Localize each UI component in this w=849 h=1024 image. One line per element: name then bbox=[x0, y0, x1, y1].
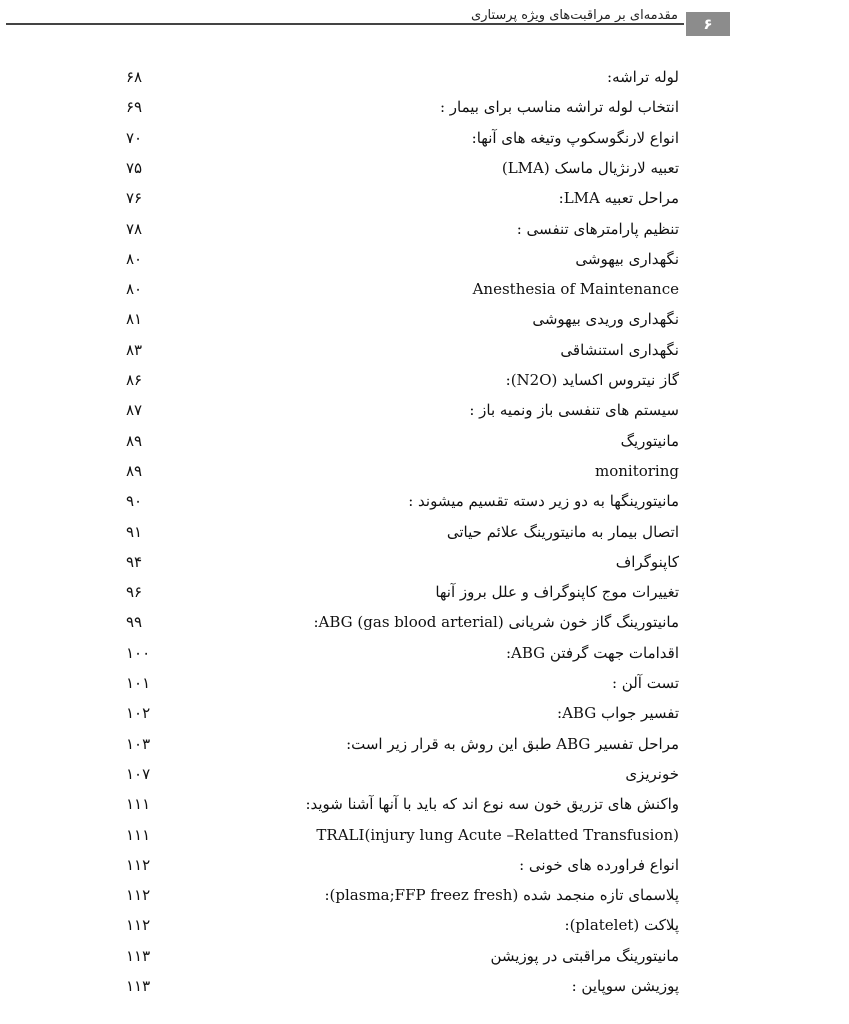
toc-entry-page: ۸۹ bbox=[126, 431, 143, 450]
toc-entry-title: تنظیم پارامترهای تنفسی : bbox=[516, 219, 679, 238]
toc-entry-page: ۱۰۰ bbox=[126, 643, 151, 662]
page-number-badge: ۶ bbox=[686, 12, 730, 36]
toc-entry-title: اقدامات جهت گرفتن ABG: bbox=[505, 643, 679, 662]
toc-entry-title: (injury lung Acute –Relatted Transfusion)TRALI bbox=[316, 825, 679, 844]
toc-entry-page: ۸۰ bbox=[126, 280, 143, 299]
toc-entry-page: ۹۹ bbox=[126, 613, 143, 632]
toc-entry-page: ۱۰۳ bbox=[126, 734, 151, 753]
toc-row bbox=[0, 183, 849, 213]
toc-row bbox=[0, 941, 849, 971]
toc-entry-title: لوله تراشه: bbox=[607, 68, 679, 86]
toc-entry-title: خونریزی bbox=[625, 764, 679, 783]
toc-row bbox=[0, 92, 849, 122]
toc-row bbox=[0, 335, 849, 365]
toc-row bbox=[0, 244, 849, 274]
toc-entry-page: ۱۰۲ bbox=[126, 704, 151, 723]
toc-entry-title: واکنش های تزریق خون سه نوع اند که باید با آنها آشنا شوید: bbox=[305, 795, 679, 814]
toc-entry-page: ۸۱ bbox=[126, 310, 143, 329]
header-rule bbox=[6, 23, 684, 25]
toc-row bbox=[0, 365, 849, 395]
toc-row bbox=[0, 547, 849, 577]
toc-entry-page: ۱۱۲ bbox=[126, 886, 151, 905]
toc-row bbox=[0, 577, 849, 607]
toc-entry-title: کاپنوگراف bbox=[615, 552, 679, 571]
toc-row bbox=[0, 123, 849, 153]
toc-entry-title: نگهداری بیهوشی bbox=[575, 249, 679, 268]
toc-entry-page: ۶۹ bbox=[126, 98, 143, 117]
toc-entry-title: تغییرات موج کاپنوگراف و علل بروز آنها bbox=[435, 583, 679, 602]
toc-entry-title: پلاکت (platelet): bbox=[564, 916, 679, 935]
toc-row bbox=[0, 153, 849, 183]
toc-entry-page: ۸۳ bbox=[126, 340, 143, 359]
toc-entry-page: ۱۱۱ bbox=[126, 795, 151, 814]
toc-row bbox=[0, 456, 849, 486]
toc-entry-page: ۱۰۷ bbox=[126, 764, 151, 783]
toc-entry-page: ۹۰ bbox=[126, 492, 143, 511]
toc-entry-page: ۹۴ bbox=[126, 552, 143, 571]
toc-row bbox=[0, 517, 849, 547]
toc-entry-title: سیستم های تنفسی باز ونمیه باز : bbox=[469, 401, 679, 420]
toc-entry-title: انواع لارنگوسکوپ وتیغه های آنها: bbox=[471, 128, 679, 147]
toc-entry-title: نگهداری استنشاقی bbox=[560, 340, 679, 359]
toc-entry-page: ۱۰۱ bbox=[126, 674, 151, 692]
running-header-title: مقدمه‌ای بر مراقبت‌های ویژه پرستاری bbox=[471, 8, 678, 23]
toc-entry-title: مانیتورینگها به دو زیر دسته تقسیم میشوند : bbox=[408, 492, 679, 511]
toc-entry-title: نگهداری وریدی بیهوشی bbox=[532, 310, 679, 329]
toc-row bbox=[0, 971, 849, 1001]
toc-entry-title: مانیتورینگ مراقبتی در پوزیشن bbox=[490, 946, 679, 965]
toc-entry-page: ۷۵ bbox=[126, 158, 143, 177]
toc-entry-title: Anesthesia of Maintenance bbox=[472, 280, 679, 299]
toc-row bbox=[0, 395, 849, 425]
toc-row bbox=[0, 304, 849, 334]
toc-row bbox=[0, 486, 849, 516]
toc-row bbox=[0, 274, 849, 304]
toc-entry-title: انتخاب لوله تراشه مناسب برای بیمار : bbox=[439, 98, 679, 117]
toc-entry-title: تفسیر جواب ABG: bbox=[557, 704, 679, 723]
toc-row bbox=[0, 880, 849, 910]
toc-entry-page: ۷۸ bbox=[126, 219, 143, 238]
toc-entry-title: مراحل تفسیر ABG طبق این روش به قرار زیر است: bbox=[346, 734, 679, 753]
toc-entry-page: ۹۱ bbox=[126, 522, 143, 541]
toc-entry-title: مراحل تعبیه LMA: bbox=[558, 189, 679, 208]
toc-entry-page: ۸۷ bbox=[126, 401, 143, 420]
toc-entry-title: گاز نیتروس اکساید (N2O): bbox=[505, 371, 679, 389]
toc-row bbox=[0, 668, 849, 698]
toc-row bbox=[0, 698, 849, 728]
toc-entry-page: ۷۶ bbox=[126, 189, 143, 208]
toc-entry-page: ۱۱۳ bbox=[126, 977, 151, 995]
toc-row bbox=[0, 850, 849, 880]
toc-entry-title: پوزیشن سوپاین : bbox=[571, 977, 679, 995]
toc-entry-title: انواع فراورده های خونی : bbox=[519, 855, 679, 874]
toc-entry-page: ۱۱۲ bbox=[126, 916, 151, 935]
toc-entry-page: ۱۱۳ bbox=[126, 946, 151, 965]
toc-entry-title: مانیتوریگ bbox=[620, 431, 679, 450]
toc-entry-page: ۶۸ bbox=[126, 68, 143, 86]
toc-entry-title: پلاسمای تازه منجمد شده (plasma;FFP freez fresh): bbox=[324, 886, 679, 905]
toc-row bbox=[0, 62, 849, 92]
toc-entry-title: تست آلن : bbox=[611, 674, 679, 692]
toc-entry-page: ۸۶ bbox=[126, 371, 143, 389]
toc-row bbox=[0, 729, 849, 759]
toc-entry-title: مانیتورینگ گاز خون شریانی (ABG (gas blood arterial: bbox=[313, 613, 679, 632]
toc-row bbox=[0, 789, 849, 819]
toc-entry-title: monitoring bbox=[594, 461, 679, 480]
toc-entry-title: اتصال بیمار به مانیتورینگ علائم حیاتی bbox=[446, 522, 679, 541]
toc-entry-page: ۷۰ bbox=[126, 128, 143, 147]
toc-entry-page: ۱۱۱ bbox=[126, 825, 151, 844]
toc-entry-page: ۸۹ bbox=[126, 461, 143, 480]
toc-entry-page: ۹۶ bbox=[126, 583, 143, 602]
toc-row bbox=[0, 820, 849, 850]
toc-row bbox=[0, 426, 849, 456]
toc-row bbox=[0, 638, 849, 668]
toc-row bbox=[0, 607, 849, 637]
toc-entry-title: تعبیه لارنژیال ماسک (LMA) bbox=[501, 158, 679, 177]
toc-row bbox=[0, 214, 849, 244]
toc-entry-page: ۱۱۲ bbox=[126, 855, 151, 874]
toc-row bbox=[0, 910, 849, 940]
toc-entry-page: ۸۰ bbox=[126, 249, 143, 268]
toc-row bbox=[0, 759, 849, 789]
